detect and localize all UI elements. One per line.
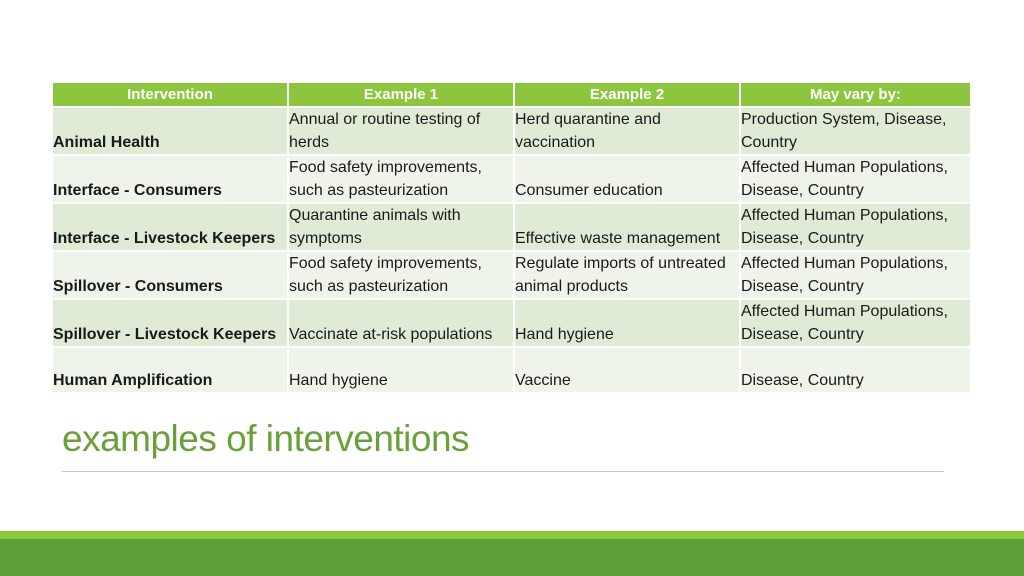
table-row [53,155,970,203]
table-row [53,203,970,251]
cell-intervention: Interface - Consumers [53,155,288,203]
cell-example-2: Herd quarantine and vaccination [514,107,740,155]
cell-example-2: Regulate imports of untreated animal products [514,251,740,299]
cell-may-vary-by: Disease, Country [740,347,970,393]
cell-example-2: Vaccine [514,347,740,393]
header-intervention: Intervention [53,83,288,107]
cell-intervention: Spillover - Livestock Keepers [53,299,288,347]
slide-title: examples of interventions [62,418,470,459]
cell-intervention: Animal Health [53,107,288,155]
cell-example-1: Quarantine animals with symptoms [288,203,514,251]
footer-band-dark [0,539,1024,576]
footer-band-light [0,531,1024,539]
cell-may-vary-by: Affected Human Populations, Disease, Country [740,203,970,251]
cell-may-vary-by: Production System, Disease, Country [740,107,970,155]
cell-intervention: Interface - Livestock Keepers [53,203,288,251]
cell-example-1: Food safety improvements, such as pasteurization [288,251,514,299]
table-row [53,347,970,393]
header-may-vary-by: May vary by: [740,83,970,107]
cell-may-vary-by: Affected Human Populations, Disease, Country [740,251,970,299]
cell-example-1: Food safety improvements, such as pasteurization [288,155,514,203]
cell-example-1: Vaccinate at-risk populations [288,299,514,347]
table-row [53,299,970,347]
cell-may-vary-by: Affected Human Populations, Disease, Country [740,155,970,203]
cell-may-vary-by: Affected Human Populations, Disease, Country [740,299,970,347]
cell-example-1: Hand hygiene [288,347,514,393]
cell-intervention: Human Amplification [53,347,288,393]
cell-example-2: Hand hygiene [514,299,740,347]
cell-intervention: Spillover - Consumers [53,251,288,299]
table-header-row [53,83,970,107]
title-divider [62,471,944,472]
interventions-table [53,83,970,394]
header-example-2: Example 2 [514,83,740,107]
cell-example-2: Effective waste management [514,203,740,251]
header-example-1: Example 1 [288,83,514,107]
cell-example-1: Annual or routine testing of herds [288,107,514,155]
table-row [53,251,970,299]
cell-example-2: Consumer education [514,155,740,203]
table-row [53,107,970,155]
